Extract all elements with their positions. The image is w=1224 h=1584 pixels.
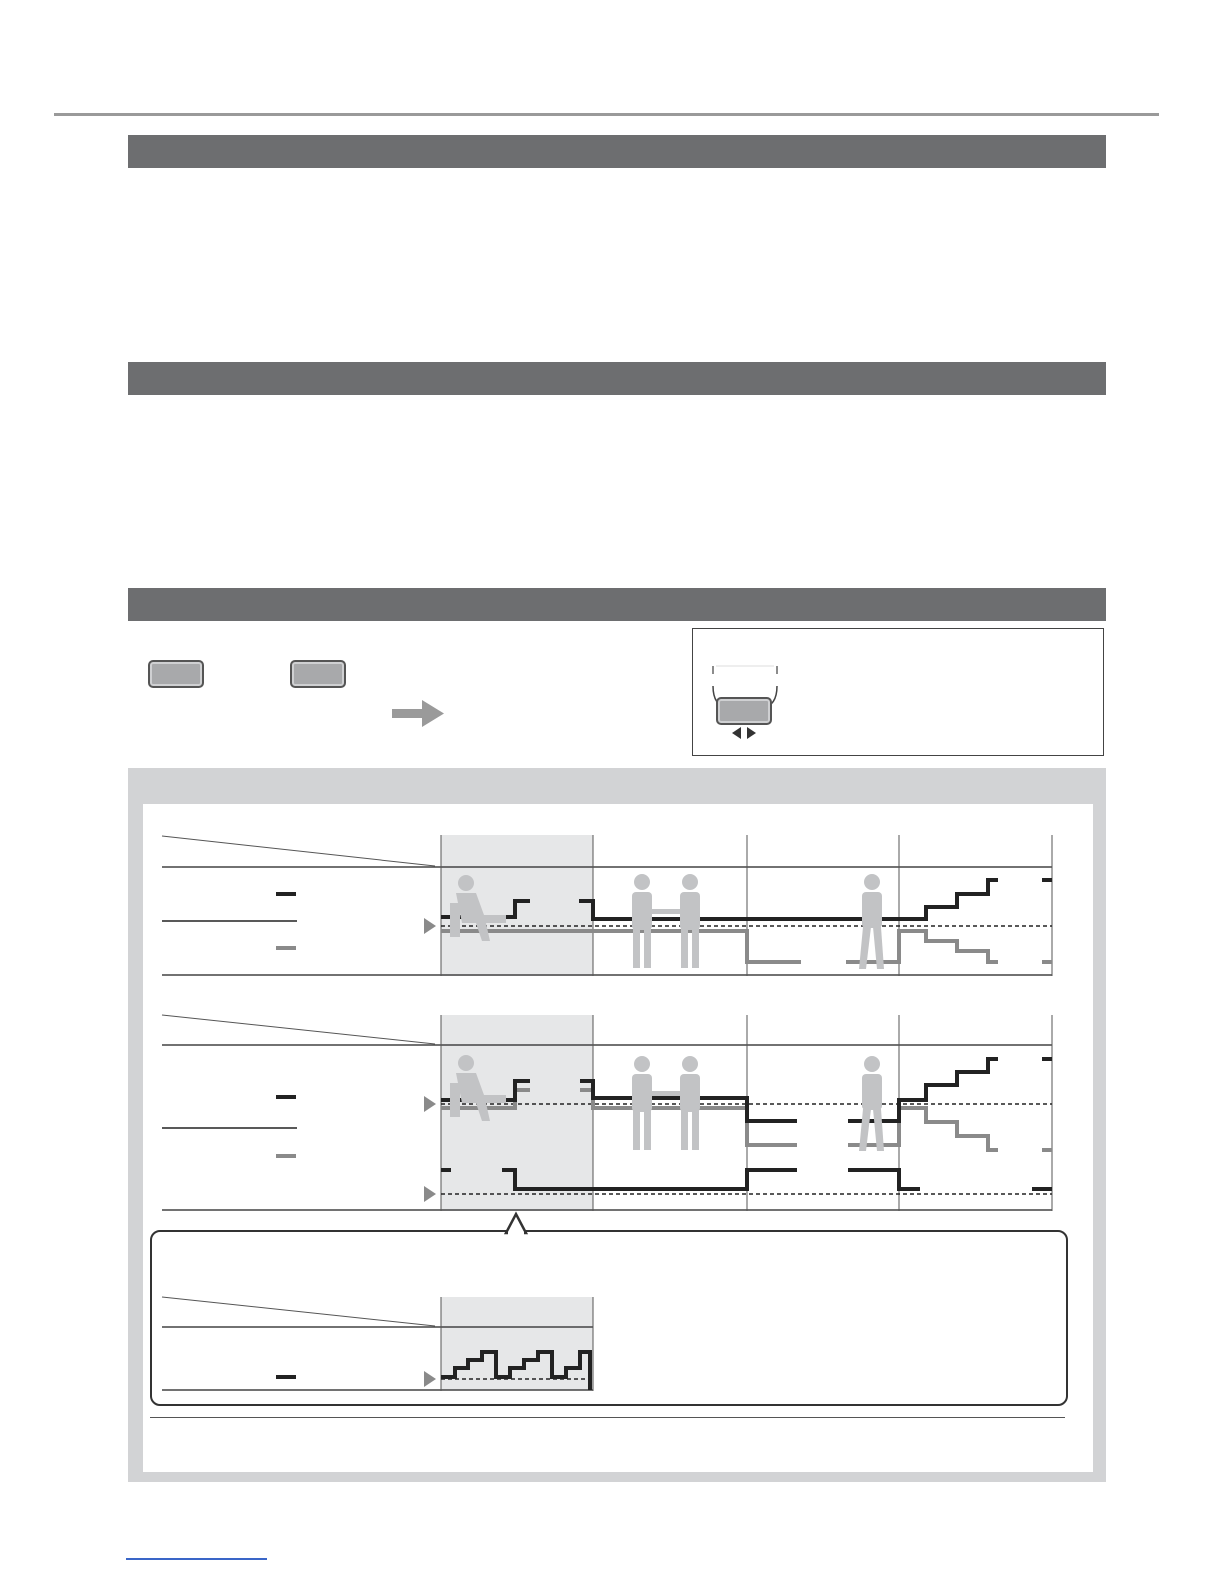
footer-link-underline[interactable]	[126, 1558, 267, 1560]
panel-footer-rule	[150, 1417, 1065, 1418]
